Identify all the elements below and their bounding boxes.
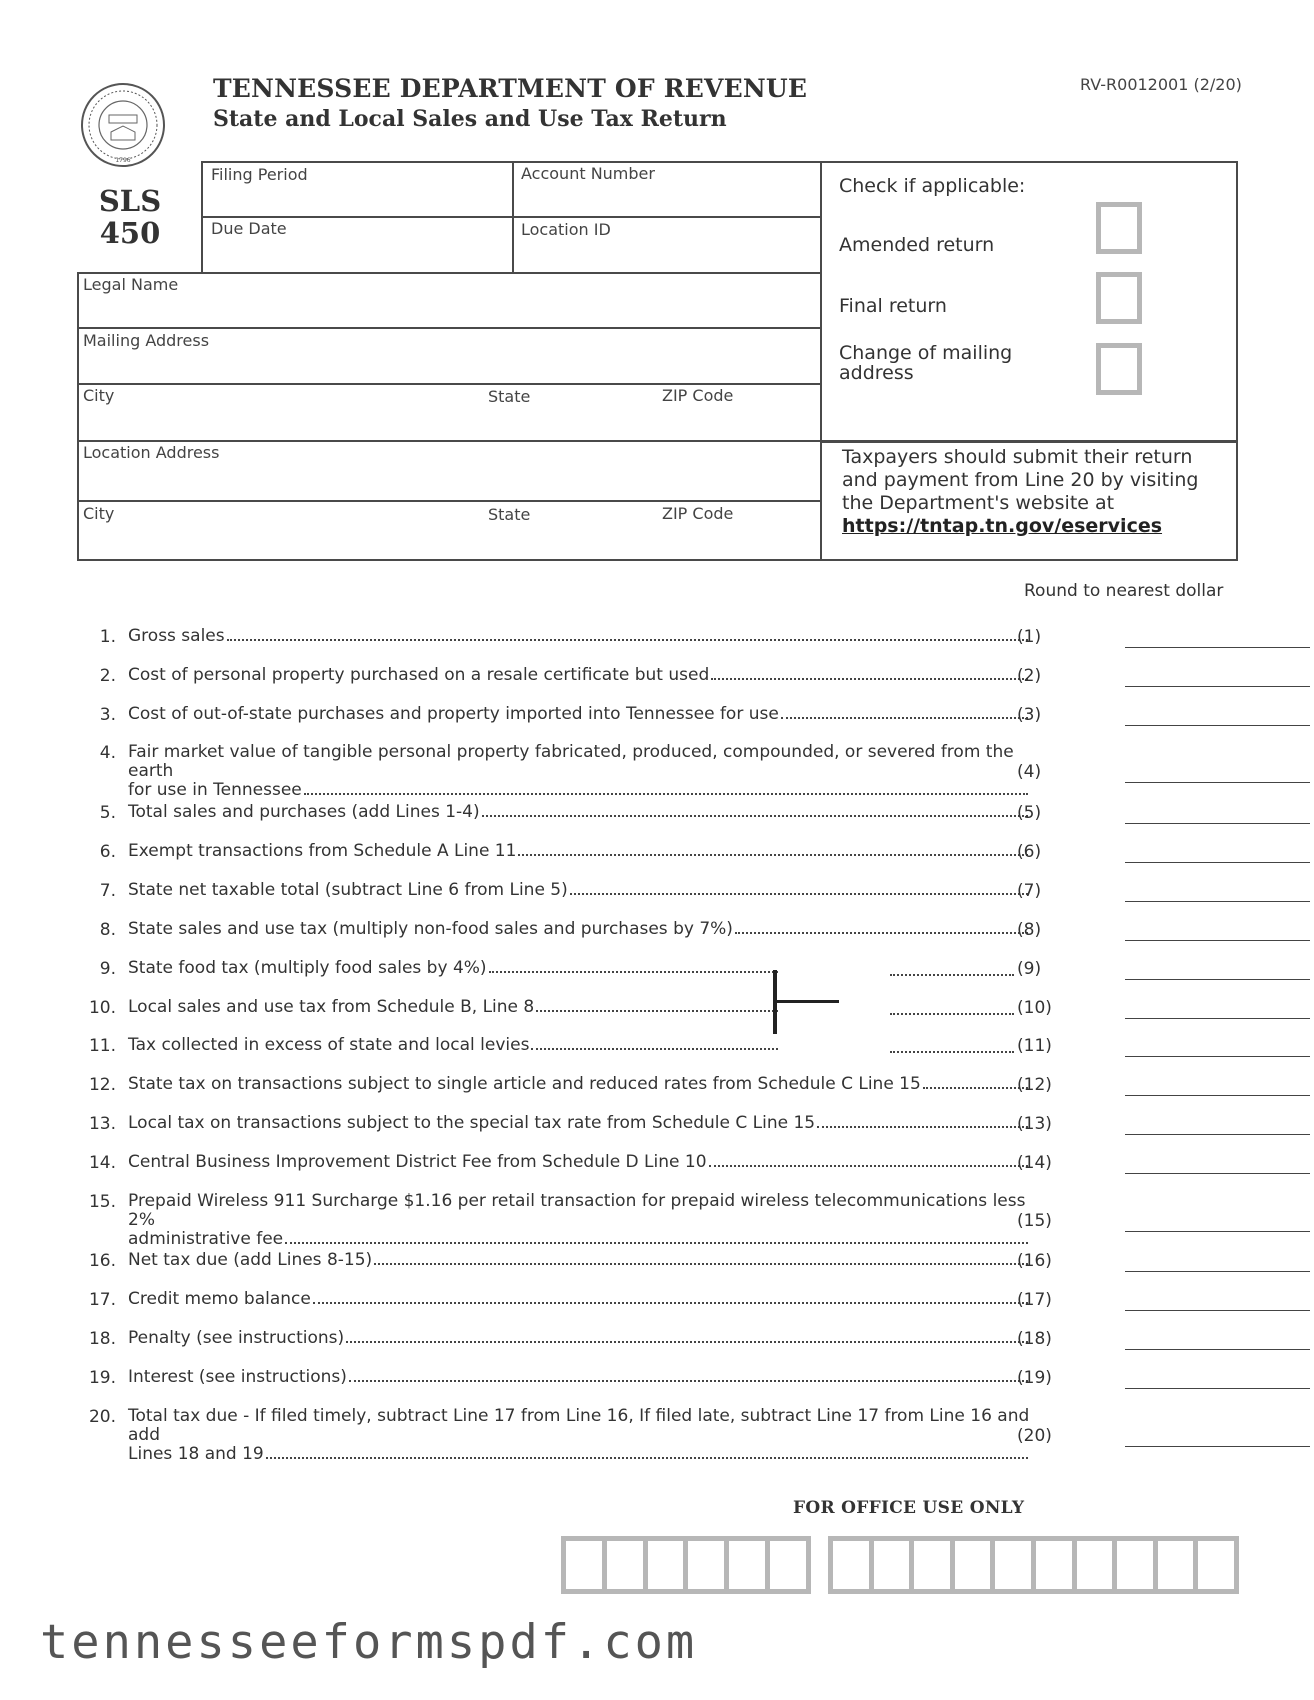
line-amount-field[interactable]: [1125, 961, 1310, 980]
line-amount-field[interactable]: [1125, 1155, 1310, 1174]
line-reference: (13): [1017, 1114, 1052, 1134]
line-reference: (2): [1017, 666, 1042, 686]
line-description: [128, 743, 1030, 800]
line-amount-field[interactable]: [1125, 1038, 1310, 1057]
location-city-field[interactable]: [83, 527, 478, 557]
office-use-boxes-right: [828, 1536, 1239, 1594]
mailing-address-label: Mailing Address: [83, 331, 210, 350]
line-number: 2.: [99, 666, 116, 686]
line-text: State sales and use tax (multiply non-food sales and purchases by 7%): [128, 919, 733, 939]
line-amount-field[interactable]: [1125, 764, 1310, 783]
line-text: Exempt transactions from Schedule A Line 11: [128, 841, 517, 861]
line-text: Interest (see instructions): [128, 1367, 347, 1387]
line-number: 17.: [88, 1290, 116, 1310]
line-text: Cost of out-of-state purchases and property imported into Tennessee for use: [128, 704, 779, 724]
location-city-label: City: [83, 504, 115, 523]
line-reference: (20): [1017, 1426, 1052, 1446]
line-number: 14.: [88, 1153, 116, 1173]
final-return-label: Final return: [839, 295, 947, 317]
line-description: [128, 1075, 1030, 1094]
location-id-label: Location ID: [521, 220, 611, 239]
sls-form-number: [80, 185, 180, 249]
line-reference: (11): [1017, 1036, 1052, 1056]
line-number: 11.: [88, 1036, 116, 1056]
round-note: Round to nearest dollar: [1024, 581, 1224, 601]
line-amount-field[interactable]: [1125, 1000, 1310, 1019]
line-amount-field[interactable]: [1125, 1253, 1310, 1272]
line-amount-field[interactable]: [1125, 1116, 1310, 1135]
line-reference: (14): [1017, 1153, 1052, 1173]
scan-registration-mark: [770, 970, 840, 1034]
line-number: 20.: [88, 1407, 116, 1427]
filing-period-field[interactable]: [212, 186, 502, 214]
line-number: 4.: [99, 743, 116, 763]
line-description: [128, 881, 1030, 900]
line-reference: (6): [1017, 842, 1042, 862]
line-amount-field[interactable]: [1125, 1077, 1310, 1096]
line-number: 13.: [88, 1114, 116, 1134]
line-text-cont: for use in Tennessee: [128, 780, 302, 800]
line-number: 3.: [99, 705, 116, 725]
change-mailing-line1: Change of mailing: [839, 342, 1013, 364]
sls-line2: 450: [99, 216, 161, 250]
amended-return-checkbox[interactable]: [1096, 202, 1142, 254]
svg-text:1796: 1796: [115, 157, 131, 164]
location-state-field[interactable]: [488, 527, 653, 557]
line-reference: (17): [1017, 1290, 1052, 1310]
location-state-label: State: [488, 505, 531, 524]
line-reference: (19): [1017, 1368, 1052, 1388]
line-description: [128, 1368, 1030, 1387]
city-label: City: [83, 386, 115, 405]
amended-return-label: Amended return: [839, 234, 995, 256]
line-number: 6.: [99, 842, 116, 862]
form-code: RV-R0012001 (2/20): [1080, 75, 1242, 94]
sls-line1: SLS: [98, 184, 162, 218]
line-text: Local sales and use tax from Schedule B, Line 8: [128, 997, 535, 1017]
line-text: Total tax due - If filed timely, subtract Line 17 from Line 16, If filed late, subtract Line 17 from Line 16 and add: [128, 1406, 1030, 1445]
line-amount-field[interactable]: [1125, 922, 1310, 941]
change-mailing-label: [839, 343, 1012, 383]
line-reference: (16): [1017, 1251, 1052, 1271]
line-description: [128, 1290, 1030, 1309]
line-text: Credit memo balance: [128, 1289, 311, 1309]
line-text-cont: administrative fee: [128, 1229, 284, 1249]
line-text: Gross sales: [128, 626, 225, 646]
due-date-label: Due Date: [211, 219, 287, 238]
line-text: Total sales and purchases (add Lines 1-4): [128, 802, 480, 822]
office-use-boxes-left: [561, 1536, 811, 1594]
line-text: State tax on transactions subject to single article and reduced rates from Schedule C Line 15: [128, 1074, 921, 1094]
line-reference: (5): [1017, 803, 1042, 823]
line-amount-field[interactable]: [1125, 668, 1310, 687]
location-address-field[interactable]: [83, 465, 813, 497]
department-title: TENNESSEE DEPARTMENT OF REVENUE: [213, 74, 808, 103]
line-number: 16.: [88, 1251, 116, 1271]
line-reference: (12): [1017, 1075, 1052, 1095]
location-address-label: Location Address: [83, 443, 220, 462]
line-description: [128, 1192, 1030, 1249]
line-number: 15.: [88, 1192, 116, 1212]
office-use-label: FOR OFFICE USE ONLY: [793, 1498, 1025, 1518]
line-description: [128, 1114, 1030, 1133]
line-amount-field[interactable]: [1125, 1292, 1310, 1311]
check-applicable-title: Check if applicable:: [839, 175, 1026, 197]
line-description: [128, 627, 1030, 646]
line-description: [128, 705, 1030, 724]
line-description: [128, 1407, 1030, 1464]
eservices-notice: [842, 446, 1232, 538]
line-reference: (10): [1017, 998, 1052, 1018]
zip-code-field[interactable]: [662, 408, 812, 437]
line-number: 1.: [99, 627, 116, 647]
dot-leader: [890, 959, 1014, 976]
line-description: [128, 842, 1030, 861]
line-reference: (1): [1017, 627, 1042, 647]
location-id-field[interactable]: [521, 240, 813, 270]
line-reference: (8): [1017, 920, 1042, 940]
line-text: Prepaid Wireless 911 Surcharge $1.16 per retail transaction for prepaid wireless telecommunications less 2%: [128, 1191, 1026, 1230]
line-amount-field[interactable]: [1125, 629, 1310, 648]
account-number-label: Account Number: [521, 164, 655, 183]
line-amount-field[interactable]: [1125, 805, 1310, 824]
change-mailing-line2: address: [839, 362, 914, 384]
line-amount-field[interactable]: [1125, 883, 1310, 902]
line-description: [128, 803, 1030, 822]
location-zip-code-field[interactable]: [662, 527, 812, 557]
account-number-field[interactable]: [521, 186, 813, 214]
line-description: [128, 920, 1030, 939]
line-amount-field[interactable]: [1125, 1213, 1310, 1232]
mailing-address-field[interactable]: [83, 352, 813, 380]
line-reference: (3): [1017, 705, 1042, 725]
line-amount-field[interactable]: [1125, 844, 1310, 863]
eservices-link[interactable]: https://tntap.tn.gov/eservices: [842, 515, 1163, 537]
line-text-cont: Lines 18 and 19: [128, 1444, 264, 1464]
watermark: tennesseeformspdf.com: [40, 1615, 698, 1670]
line-text: Tax collected in excess of state and local levies: [128, 1035, 530, 1055]
city-field[interactable]: [83, 408, 478, 437]
due-date-field[interactable]: [212, 240, 502, 270]
line-number: 10.: [88, 998, 116, 1018]
dot-leader: [890, 1036, 1014, 1053]
line-description: [128, 666, 1030, 685]
state-field[interactable]: [488, 408, 653, 437]
line-amount-field[interactable]: [1125, 1331, 1310, 1350]
state-seal-icon: [80, 82, 166, 168]
location-zip-code-label: ZIP Code: [662, 504, 734, 523]
line-reference: (4): [1017, 762, 1042, 782]
line-text: Fair market value of tangible personal property fabricated, produced, compounded, or severed from the earth: [128, 742, 1014, 781]
line-text: Central Business Improvement District Fee from Schedule D Line 10: [128, 1152, 707, 1172]
line-text: Penalty (see instructions): [128, 1328, 345, 1348]
line-text: Net tax due (add Lines 8-15): [128, 1250, 373, 1270]
dot-leader: [890, 998, 1014, 1015]
legal-name-label: Legal Name: [83, 275, 179, 294]
line-number: 9.: [99, 959, 116, 979]
line-amount-field[interactable]: [1125, 1428, 1310, 1447]
line-number: 8.: [99, 920, 116, 940]
line-number: 18.: [88, 1329, 116, 1349]
line-description: [128, 1329, 1030, 1348]
change-mailing-checkbox[interactable]: [1096, 343, 1142, 395]
line-description: [128, 1251, 1030, 1270]
line-reference: (7): [1017, 881, 1042, 901]
line-reference: (9): [1017, 959, 1042, 979]
line-description: [128, 1153, 1030, 1172]
form-title: State and Local Sales and Use Tax Return: [213, 106, 727, 132]
zip-code-label: ZIP Code: [662, 386, 734, 405]
line-reference: (15): [1017, 1211, 1052, 1231]
line-text: State net taxable total (subtract Line 6 from Line 5): [128, 880, 568, 900]
line-number: 5.: [99, 803, 116, 823]
state-label: State: [488, 387, 531, 406]
line-number: 12.: [88, 1075, 116, 1095]
legal-name-field[interactable]: [83, 296, 813, 324]
line-number: 19.: [88, 1368, 116, 1388]
notice-text: Taxpayers should submit their return and payment from Line 20 by visiting the Department's website at: [842, 446, 1199, 514]
line-text: Cost of personal property purchased on a resale certificate but used: [128, 665, 710, 685]
line-text: State food tax (multiply food sales by 4%): [128, 958, 487, 978]
filing-period-label: Filing Period: [211, 165, 308, 184]
line-amount-field[interactable]: [1125, 707, 1310, 726]
final-return-checkbox[interactable]: [1096, 272, 1142, 324]
line-number: 7.: [99, 881, 116, 901]
line-reference: (18): [1017, 1329, 1052, 1349]
line-text: Local tax on transactions subject to the special tax rate from Schedule C Line 15: [128, 1113, 816, 1133]
line-amount-field[interactable]: [1125, 1370, 1310, 1389]
